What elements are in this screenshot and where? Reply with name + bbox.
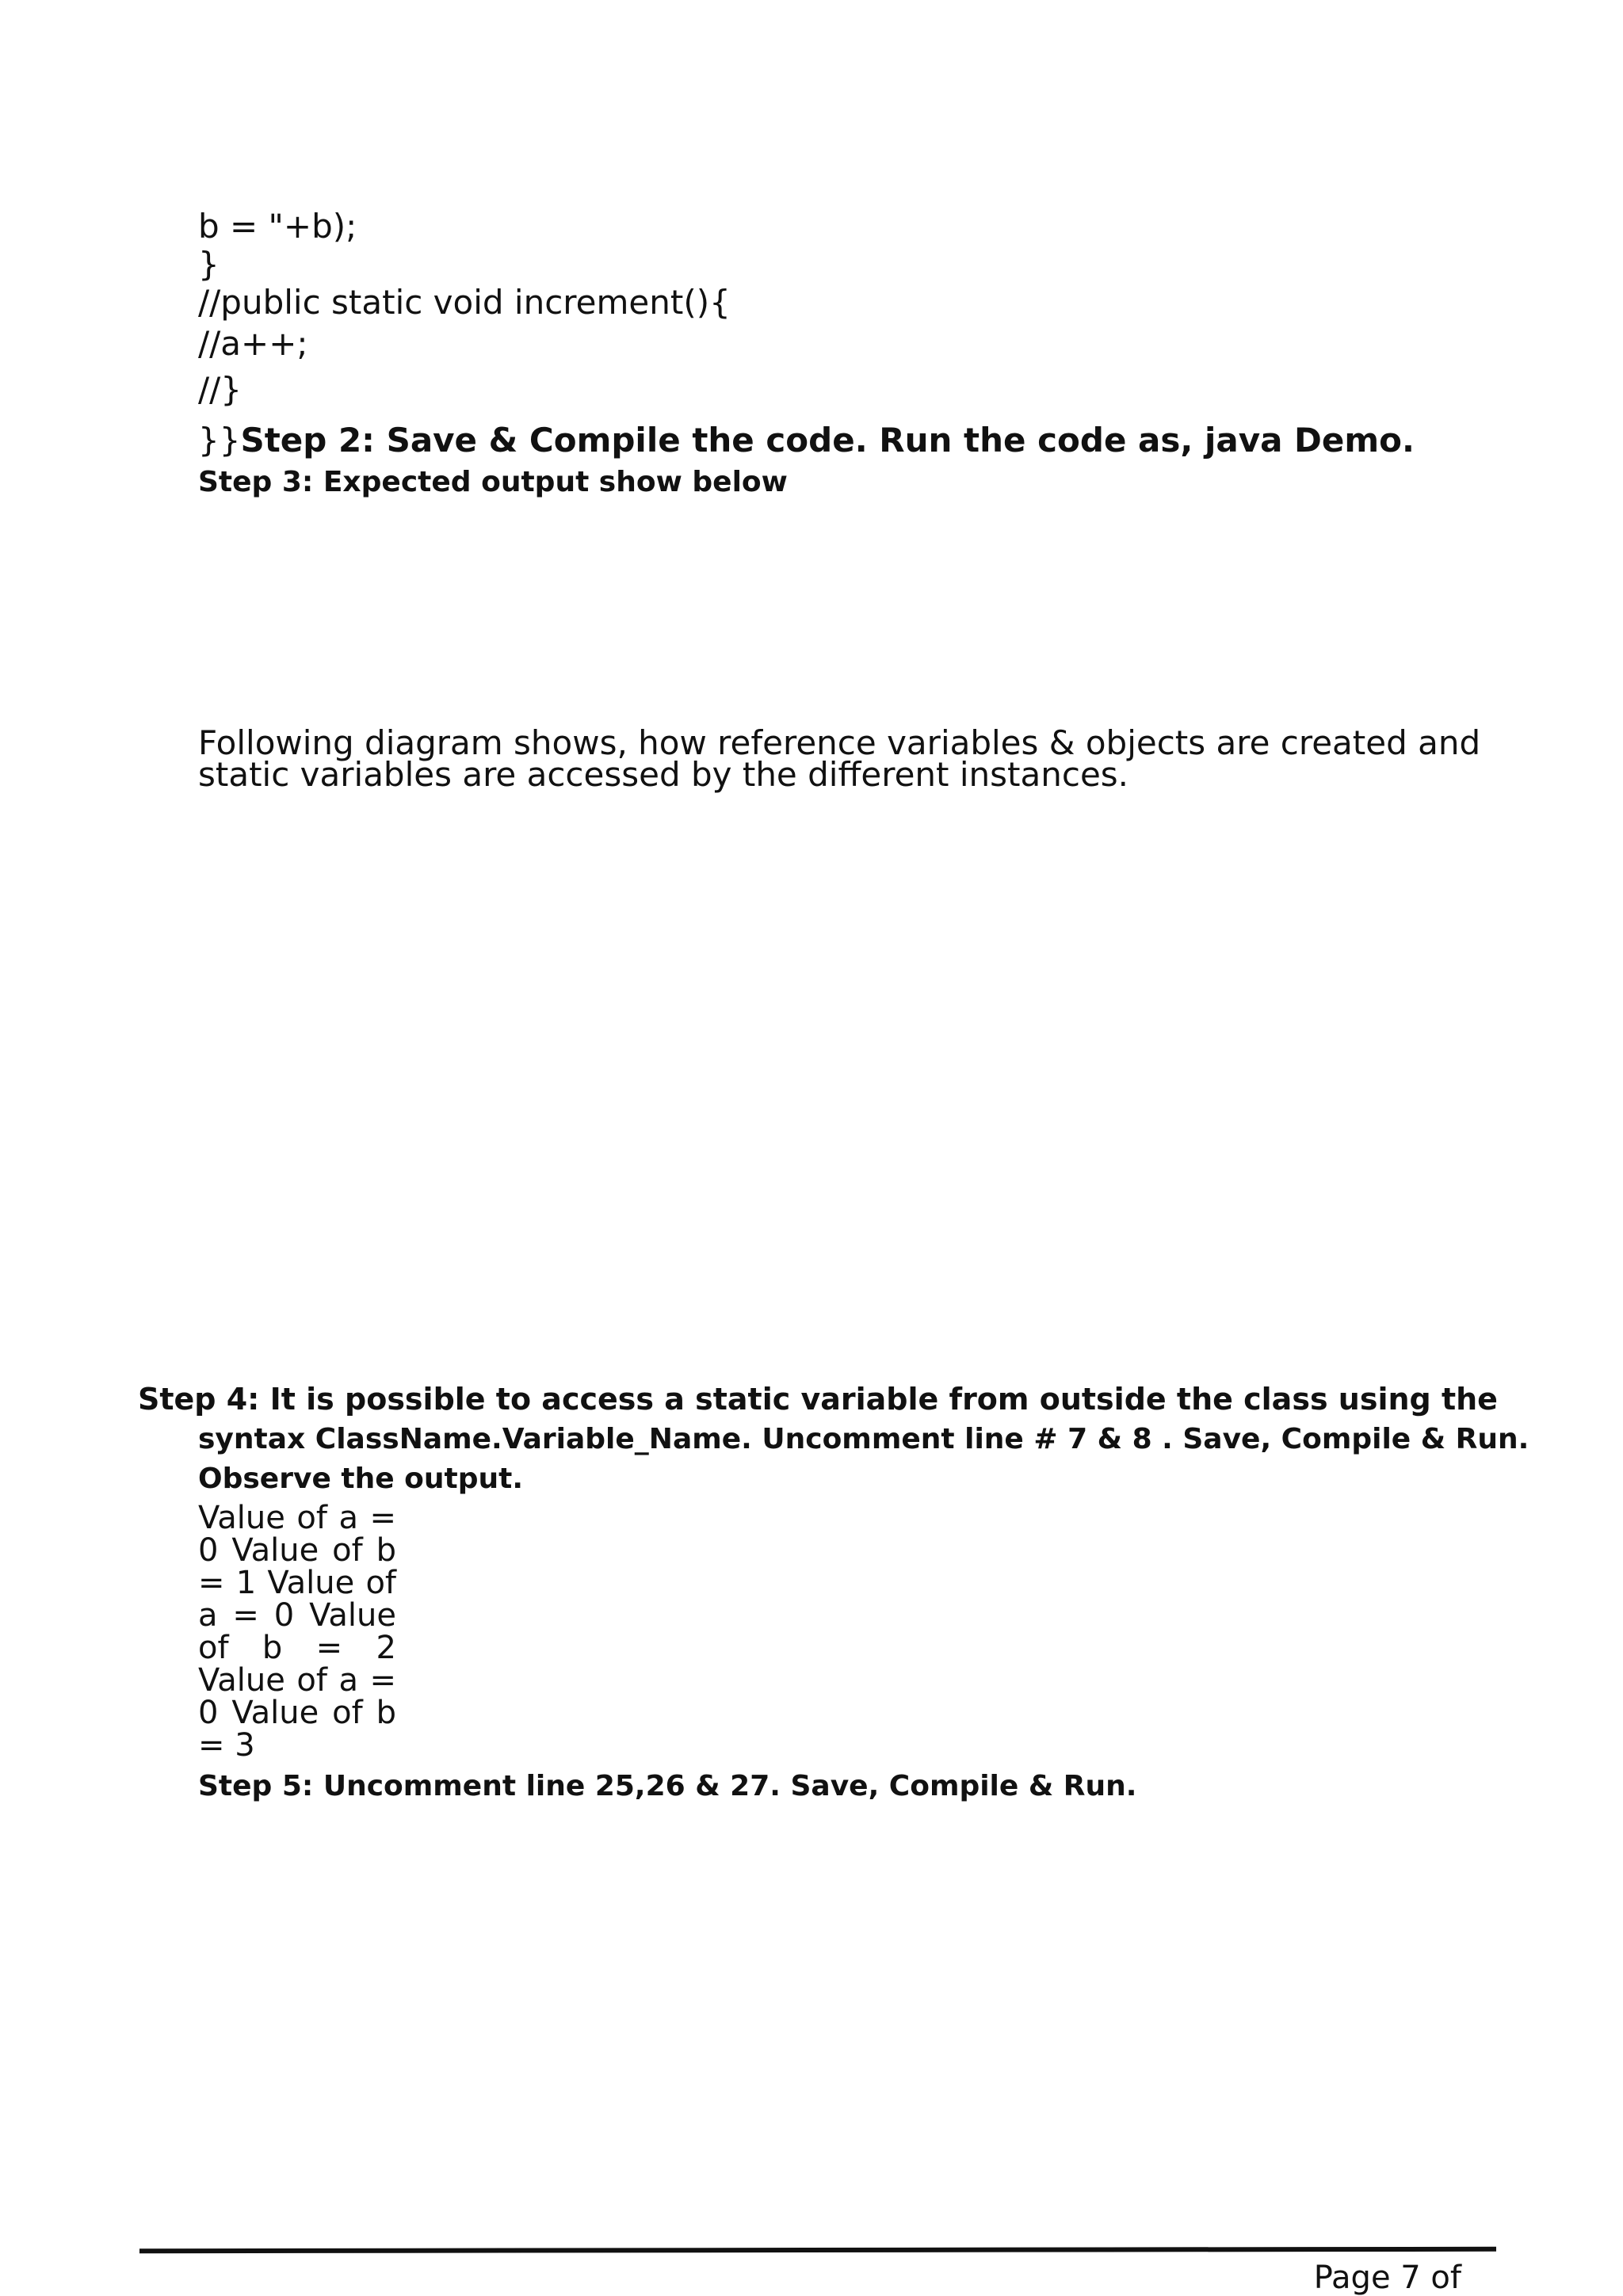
step4-line-2: syntax ClassName.Variable_Name. Uncomment line # 7 & 8 . Save, Compile & Run. [198, 1423, 1529, 1455]
step4-heading: Step 4: It is possible to access a static variable from outside the class using the [138, 1382, 1498, 1417]
code-line-5: //} [198, 370, 242, 409]
diagram-description: Following diagram shows, how reference variables & objects are created and static variables are accessed by the different instances. [198, 723, 1481, 794]
output-line: a = 0 Value [198, 1597, 396, 1634]
code-line-2: } [198, 245, 220, 284]
code-line-3: //public static void increment(){ [198, 283, 731, 322]
program-output [198, 1502, 396, 1762]
output-line: Value of a = [198, 1500, 396, 1536]
output-line: = 3 [198, 1727, 255, 1764]
step4-line-3: Observe the output. [198, 1463, 524, 1495]
output-line: Value of a = [198, 1662, 396, 1699]
page-number: Page 7 of [1313, 2260, 1461, 2296]
code-line-1: b = "+b); [198, 207, 357, 246]
step2-line [198, 421, 1415, 460]
step5-heading: Step 5: Uncomment line 25,26 & 27. Save, Compile & Run. [198, 1770, 1137, 1802]
code-line-4: //a++; [198, 324, 308, 363]
step2-heading: Step 2: Save & Compile the code. Run the code as, java Demo. [240, 421, 1415, 460]
output-line: 0 Value of b [198, 1695, 396, 1731]
output-line: = 1 Value of [198, 1565, 396, 1601]
output-line: of b = 2 [198, 1630, 396, 1666]
code-line-6: }} [198, 421, 241, 460]
footer-divider [139, 2247, 1496, 2253]
output-line: 0 Value of b [198, 1532, 396, 1569]
step3-heading: Step 3: Expected output show below [198, 466, 788, 498]
